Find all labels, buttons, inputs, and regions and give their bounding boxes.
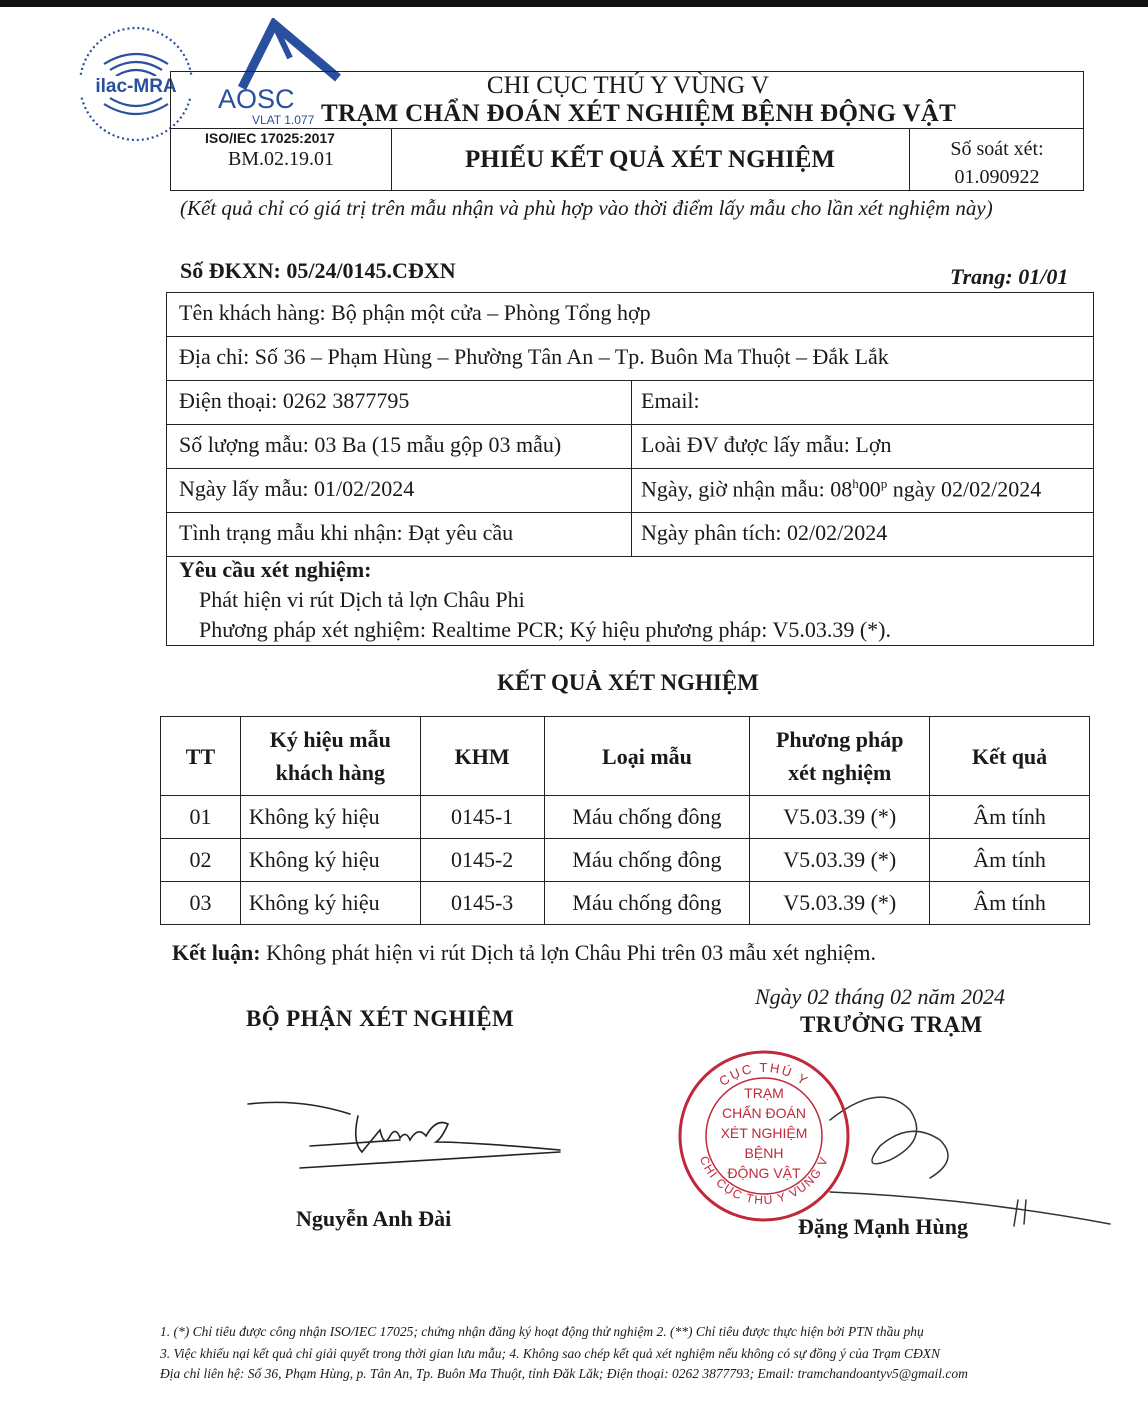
form-code: BM.02.19.01 [227,148,335,170]
control-number: 01.090922 [954,166,1040,188]
sample-count: Số lượng mẫu: 03 Ba (15 mẫu gộp 03 mẫu) [179,432,562,457]
cell-method: V5.03.39 (*) [750,882,930,925]
request-label: Yêu cầu xét nghiệm: [179,557,372,582]
stamp-outer-bottom: CHI CỤC THÚ Y VÙNG V [696,1153,832,1208]
received-datetime: Ngày, giờ nhận mẫu: 08$^h$00$^p$ ngày 02/02/2024 [641,476,1042,502]
customer-address: Địa chỉ: Số 36 – Phạm Hùng – Phường Tân An – Tp. Buôn Ma Thuột – Đắk Lắk [179,344,889,369]
sampling-date: Ngày lấy mẫu: 01/02/2024 [179,476,415,501]
analysis-date: Ngày phân tích: 02/02/2024 [641,520,888,545]
conclusion [172,940,876,966]
aosc-logo-text: AOSC [218,84,295,114]
cell-sample-code: Không ký hiệu [240,882,420,925]
cell-sample-code: Không ký hiệu [240,796,420,839]
cell-khm: 0145-2 [420,839,544,882]
info-row [167,469,1093,513]
stamp-line-4: BỆNH [744,1145,784,1161]
info-row [167,381,1093,425]
vlat-code: VLAT 1.077 [252,113,315,127]
stamp-line-5: ĐỘNG VẬT [727,1165,801,1181]
footer-note-2: 3. Việc khiếu nại kết quả chỉ giải quyết trong thời gian lưu mẫu; 4. Không sao chép kết quả xét nghiệm nếu không có sự đồng ý của Trạm CĐXN [160,1346,941,1361]
cell-result: Âm tính [930,796,1090,839]
cell-result: Âm tính [930,839,1090,882]
cell-result: Âm tính [930,882,1090,925]
info-row [167,513,1093,557]
sample-condition: Tình trạng mẫu khi nhận: Đạt yêu cầu [179,520,514,545]
info-row [167,337,1093,381]
cell-tt: 02 [161,839,241,882]
cell-method: V5.03.39 (*) [750,796,930,839]
cell-sample-type: Máu chống đông [544,796,750,839]
col-header-tt: TT [161,717,241,796]
official-stamp [676,1048,852,1224]
table-row [161,796,1090,839]
table-row [161,882,1090,925]
table-header-row [161,717,1090,796]
customer-phone: Điện thoại: 0262 3877795 [179,388,410,413]
registration-number: Số ĐKXN: 05/24/0145.CĐXN [180,258,456,283]
station-name: TRẠM CHẨN ĐOÁN XÉT NGHIỆM BỆNH ĐỘNG VẬT [321,100,957,127]
stamp-line-2: CHẨN ĐOÁN [721,1105,807,1121]
footer-note-1: 1. (*) Chỉ tiêu được công nhận ISO/IEC 17025; chứng nhận đăng ký hoạt động thử nghiệm 2. (**) Chỉ tiêu được thực hiện bởi PTN thầu phụ [160,1324,924,1339]
testing-dept-title: BỘ PHẬN XÉT NGHIỆM [246,1006,515,1031]
sample-info-table [166,292,1094,646]
form-title: PHIẾU KẾT QUẢ XÉT NGHIỆM [465,146,835,173]
cell-sample-type: Máu chống đông [544,839,750,882]
cell-method: V5.03.39 (*) [750,839,930,882]
conclusion-text: Không phát hiện vi rút Dịch tả lợn Châu Phi trên 03 mẫu xét nghiệm. [260,940,876,965]
request-target: Phát hiện vi rút Dịch tả lợn Châu Phi [199,587,525,612]
stamp-line-3: XÉT NGHIỆM [720,1125,808,1141]
results-title: KẾT QUẢ XÉT NGHIỆM [497,670,759,695]
station-chief-title: TRƯỞNG TRẠM [800,1012,983,1037]
top-border [0,0,1148,7]
signer-left-name: Nguyễn Anh Đài [296,1206,452,1231]
cell-tt: 03 [161,882,241,925]
col-header-sample-type: Loại mẫu [544,717,750,796]
customer-name: Tên khách hàng: Bộ phận một cửa – Phòng Tổng hợp [179,300,651,325]
stamp-outer-top: CỤC THÚ Y [716,1059,812,1089]
cell-tt: 01 [161,796,241,839]
test-request [167,557,1093,645]
cell-sample-type: Máu chống đông [544,882,750,925]
cell-khm: 0145-3 [420,882,544,925]
info-row [167,425,1093,469]
validity-note: (Kết quả chỉ có giá trị trên mẫu nhận và phù hợp vào thời điểm lấy mẫu cho lần xét nghiệm này) [180,196,993,220]
signing-date: Ngày 02 tháng 02 năm 2024 [755,984,1005,1009]
iso-label: ISO/IEC 17025:2017 [205,130,335,146]
col-header-result: Kết quả [930,717,1090,796]
cell-khm: 0145-1 [420,796,544,839]
results-table [160,716,1090,925]
customer-email: Email: [641,388,700,413]
animal-species: Loài ĐV được lấy mẫu: Lợn [641,432,892,457]
page-number: Trang: 01/01 [950,264,1069,289]
stamp-line-1: TRẠM [744,1085,784,1101]
table-row [161,839,1090,882]
info-row [167,293,1093,337]
ilac-logo-text: ilac-MRA [95,76,177,97]
conclusion-label: Kết luận: [172,940,261,965]
footer-contact: Địa chỉ liên hệ: Số 36, Phạm Hùng, p. Tân An, Tp. Buôn Ma Thuột, tỉnh Đăk Lăk; Điện thoại: 0262 3877793; Email: tramchandoantyv5@gmail.com [160,1366,968,1381]
col-header-khm: KHM [420,717,544,796]
agency-name: CHI CỤC THÚ Y VÙNG V [486,72,770,99]
col-header-method: Phương pháp xét nghiệm [750,717,930,796]
request-method: Phương pháp xét nghiệm: Realtime PCR; Ký hiệu phương pháp: V5.03.39 (*). [199,617,891,642]
header-box [170,71,1084,191]
cell-sample-code: Không ký hiệu [240,839,420,882]
control-label: Số soát xét: [950,138,1044,160]
col-header-sample-code: Ký hiệu mẫu khách hàng [240,717,420,796]
signer-right-name: Đặng Mạnh Hùng [798,1214,968,1239]
signature-left [240,1090,570,1170]
